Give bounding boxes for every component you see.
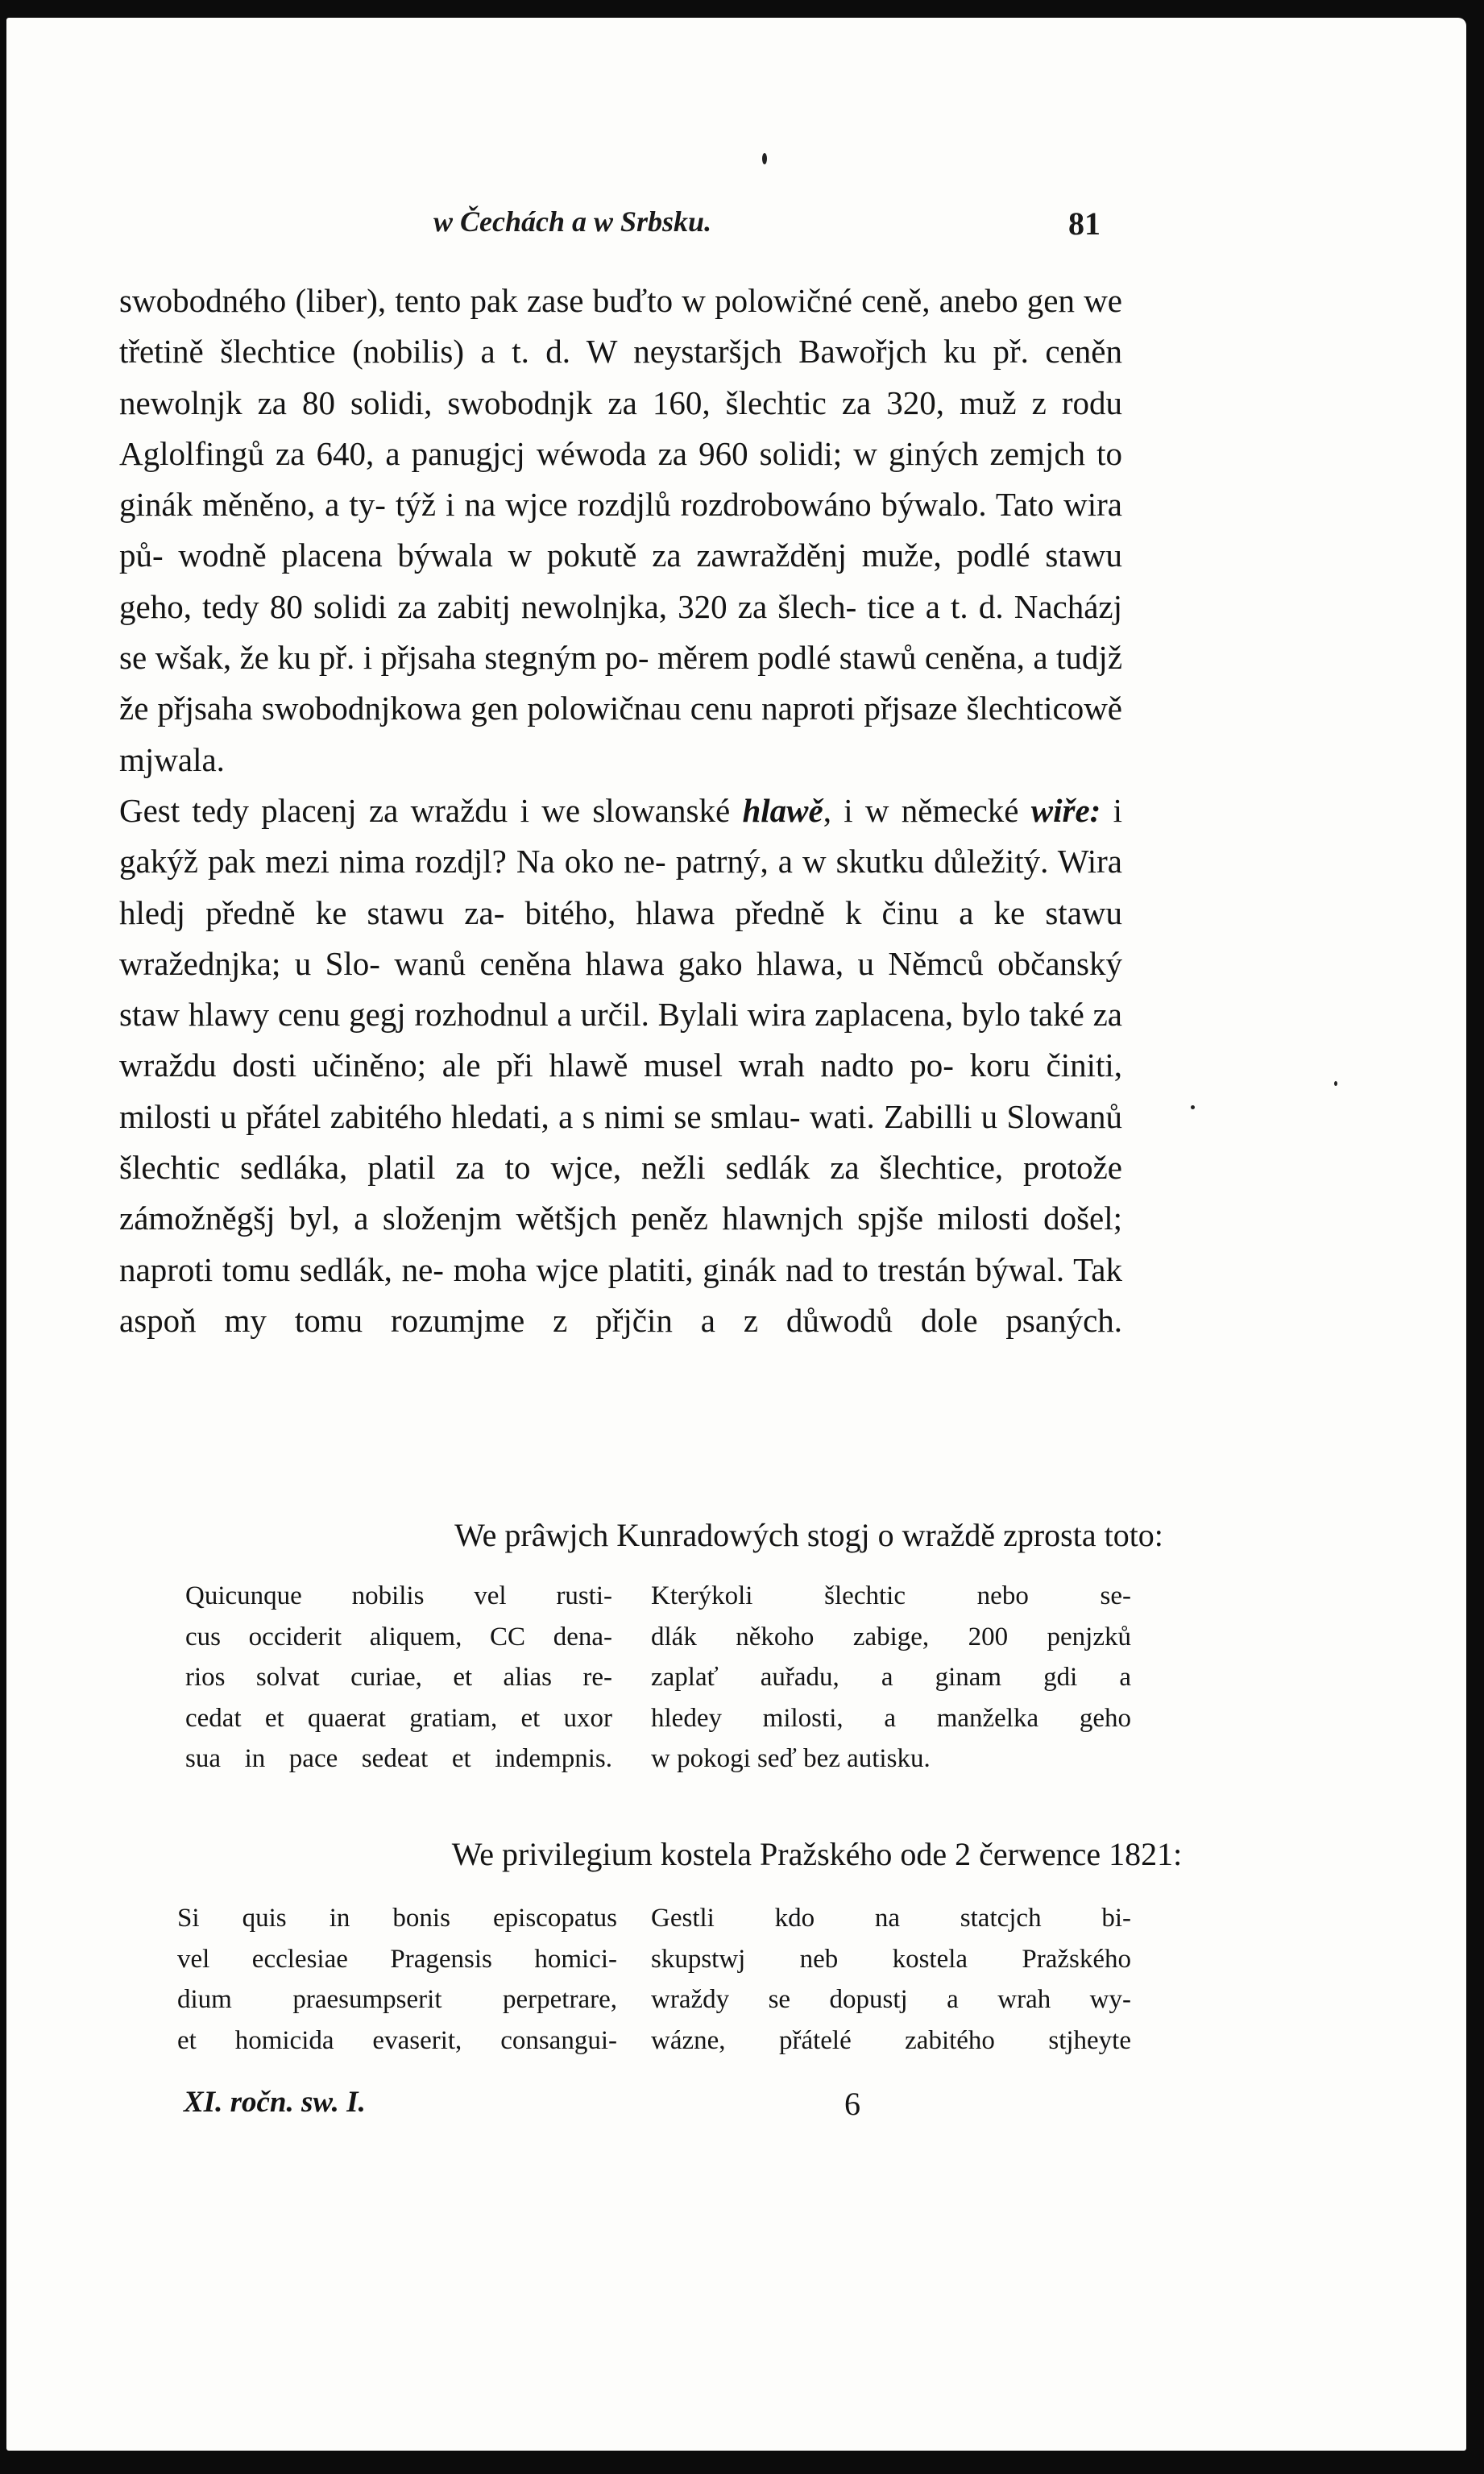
text-line: stawu geho, tedy 80 solidi za zabitj newolnjka, 320 za šlech- (119, 537, 1123, 625)
text-line: cenu gegj rozhodnul a určil. Bylali wira zaplacena, bylo také (277, 996, 1084, 1034)
text-line: anebo gen we třetině šlechtice (nobilis) a t. d. W neystaršjch (119, 282, 1122, 371)
czech-line: wázne, přátelé zabitého stjheyte (651, 2025, 1131, 2055)
latin-line: Si quis in bonis episcopatus (177, 1904, 617, 1933)
text-segment: i gakýž pak mezi nima rozdjl? Na oko ne- (119, 791, 1122, 881)
latin-line: cedat et quaerat gratiam, et uxor (185, 1703, 612, 1733)
text-segment: w německé (864, 791, 1031, 829)
page-header (6, 205, 1466, 253)
text-segment: , i (823, 791, 853, 829)
text-line: tomu rozumjme z přjčin a z důwodů dole psaných. (294, 1301, 1123, 1339)
section-heading-kunrad: We prâwjch Kunradowých stogj o wraždě zprosta toto: (454, 1517, 1163, 1553)
text-line: wanů ceněna hlawa gako hlawa, u Němců občanský staw hlawy (119, 944, 1122, 1034)
text-line: 160, šlechtic za 320, muž z rodu Aglolfingů za 640, a panugjcj (119, 383, 1123, 472)
running-title: w Čechách a w Srbsku. (433, 205, 712, 238)
czech-column-2 (651, 1898, 1131, 2061)
czech-line: zaplať auřadu, a ginam gdi a (651, 1663, 1131, 1692)
latin-line: et homicida evaserit, consangui- (177, 2025, 617, 2055)
latin-column-2 (177, 1898, 617, 2061)
text-line: koru činiti, milosti u přátel zabitého hledati, a s nimi se smlau- (119, 1046, 1123, 1135)
page-number: 81 (1068, 205, 1101, 242)
term-wira: wiře: (1030, 791, 1101, 829)
text-line: za wraždu dosti učiněno; ale při hlawě musel wrah nadto po- (119, 996, 1122, 1084)
latin-line: vel ecclesiae Pragensis homici- (177, 1944, 617, 1974)
text-line: wodně placena býwala w pokutě za zawražděnj muže, podlé (178, 537, 1030, 574)
latin-line: cus occiderit aliquem, CC dena- (185, 1622, 612, 1651)
czech-line: wraždy se dopustj a wrah wy- (651, 1985, 1131, 2014)
text-line: gen polowičnau cenu naproti přjsaze šlechticowě mjwala. (119, 690, 1123, 778)
text-line: moha wjce platiti, ginák nad to trestán býwal. Tak aspoň my (119, 1250, 1122, 1339)
ink-speck (1191, 1105, 1195, 1109)
text-line: měrem podlé stawů ceněna, a tudjž že přjsaha swobodnjkowa (119, 639, 1123, 727)
czech-line: Gestli kdo na statcjch bi- (651, 1904, 1131, 1933)
sheet-number: 6 (844, 2086, 860, 2122)
text-line: wati. Zabilli u Slowanů šlechtic sedláka, platil za to wjce, nežli (119, 1097, 1123, 1187)
paragraph-1 (119, 276, 1122, 785)
latin-line: rios solvat curiae, et alias re- (185, 1663, 612, 1692)
czech-column-1 (651, 1576, 1131, 1780)
latin-column-1 (185, 1576, 612, 1780)
latin-line: Quicunque nobilis vel rusti- (185, 1581, 612, 1610)
text-line: swobodného (liber), tento pak zase buďto w polowičné ceně, (119, 282, 931, 319)
czech-line: Kterýkoli šlechtic nebo se- (651, 1581, 1131, 1610)
text-line: Bawořjch ku př. ceněn newolnjk za 80 solidi, swobodnjk za (119, 333, 1123, 421)
printer-signature: XI. ročn. sw. I. (184, 2086, 366, 2119)
ink-speck (1334, 1081, 1337, 1086)
page-footer (6, 2085, 1466, 2125)
text-line: patrný, a w skutku důležitý. Wira hledj předně ke stawu za- (119, 843, 1123, 931)
term-hlawa: hlawě (742, 791, 823, 829)
text-line: peněz hlawnjch spjše milosti došel; naproti tomu sedlák, ne- (119, 1200, 1123, 1288)
latin-line: dium praesumpserit perpetrare, (177, 1985, 617, 2014)
book-page (6, 18, 1466, 2451)
latin-line: sua in pace sedeat et indempnis. (185, 1744, 612, 1773)
body-text (119, 276, 1122, 1346)
czech-line: dlák někoho zabige, 200 penjzků (651, 1622, 1131, 1651)
czech-line: skupstwj neb kostela Pražského (651, 1944, 1131, 1974)
text-line: wéwoda za 960 solidi; w giných zemjch to ginák měněno, a ty- (119, 434, 1123, 524)
text-segment: Gest tedy placenj za wraždu i we slowanské (119, 791, 743, 829)
text-line (119, 792, 853, 829)
text-line: bitého, hlawa předně k činu a ke stawu wražednjka; u Slo- (119, 893, 1123, 982)
text-line: sedlák za šlechtice, protože zámožněgšj byl, a složenjm wětšjch (119, 1149, 1122, 1237)
czech-line: hledey milosti, a manželka geho (651, 1703, 1131, 1733)
text-line: tice a t. d. Nacházj se wšak, že ku př. i přjsaha stegným po- (119, 587, 1122, 677)
ink-speck (762, 153, 767, 164)
paragraph-2 (119, 785, 1122, 1346)
czech-line: w pokogi seď bez autisku. (651, 1744, 931, 1773)
section-heading-privilegium: We privilegium kostela Pražského ode 2 čerwence 1821: (451, 1836, 1183, 1872)
text-line: týž i na wjce rozdjlů rozdrobowáno býwalo. Tato wira pů- (119, 486, 1122, 574)
